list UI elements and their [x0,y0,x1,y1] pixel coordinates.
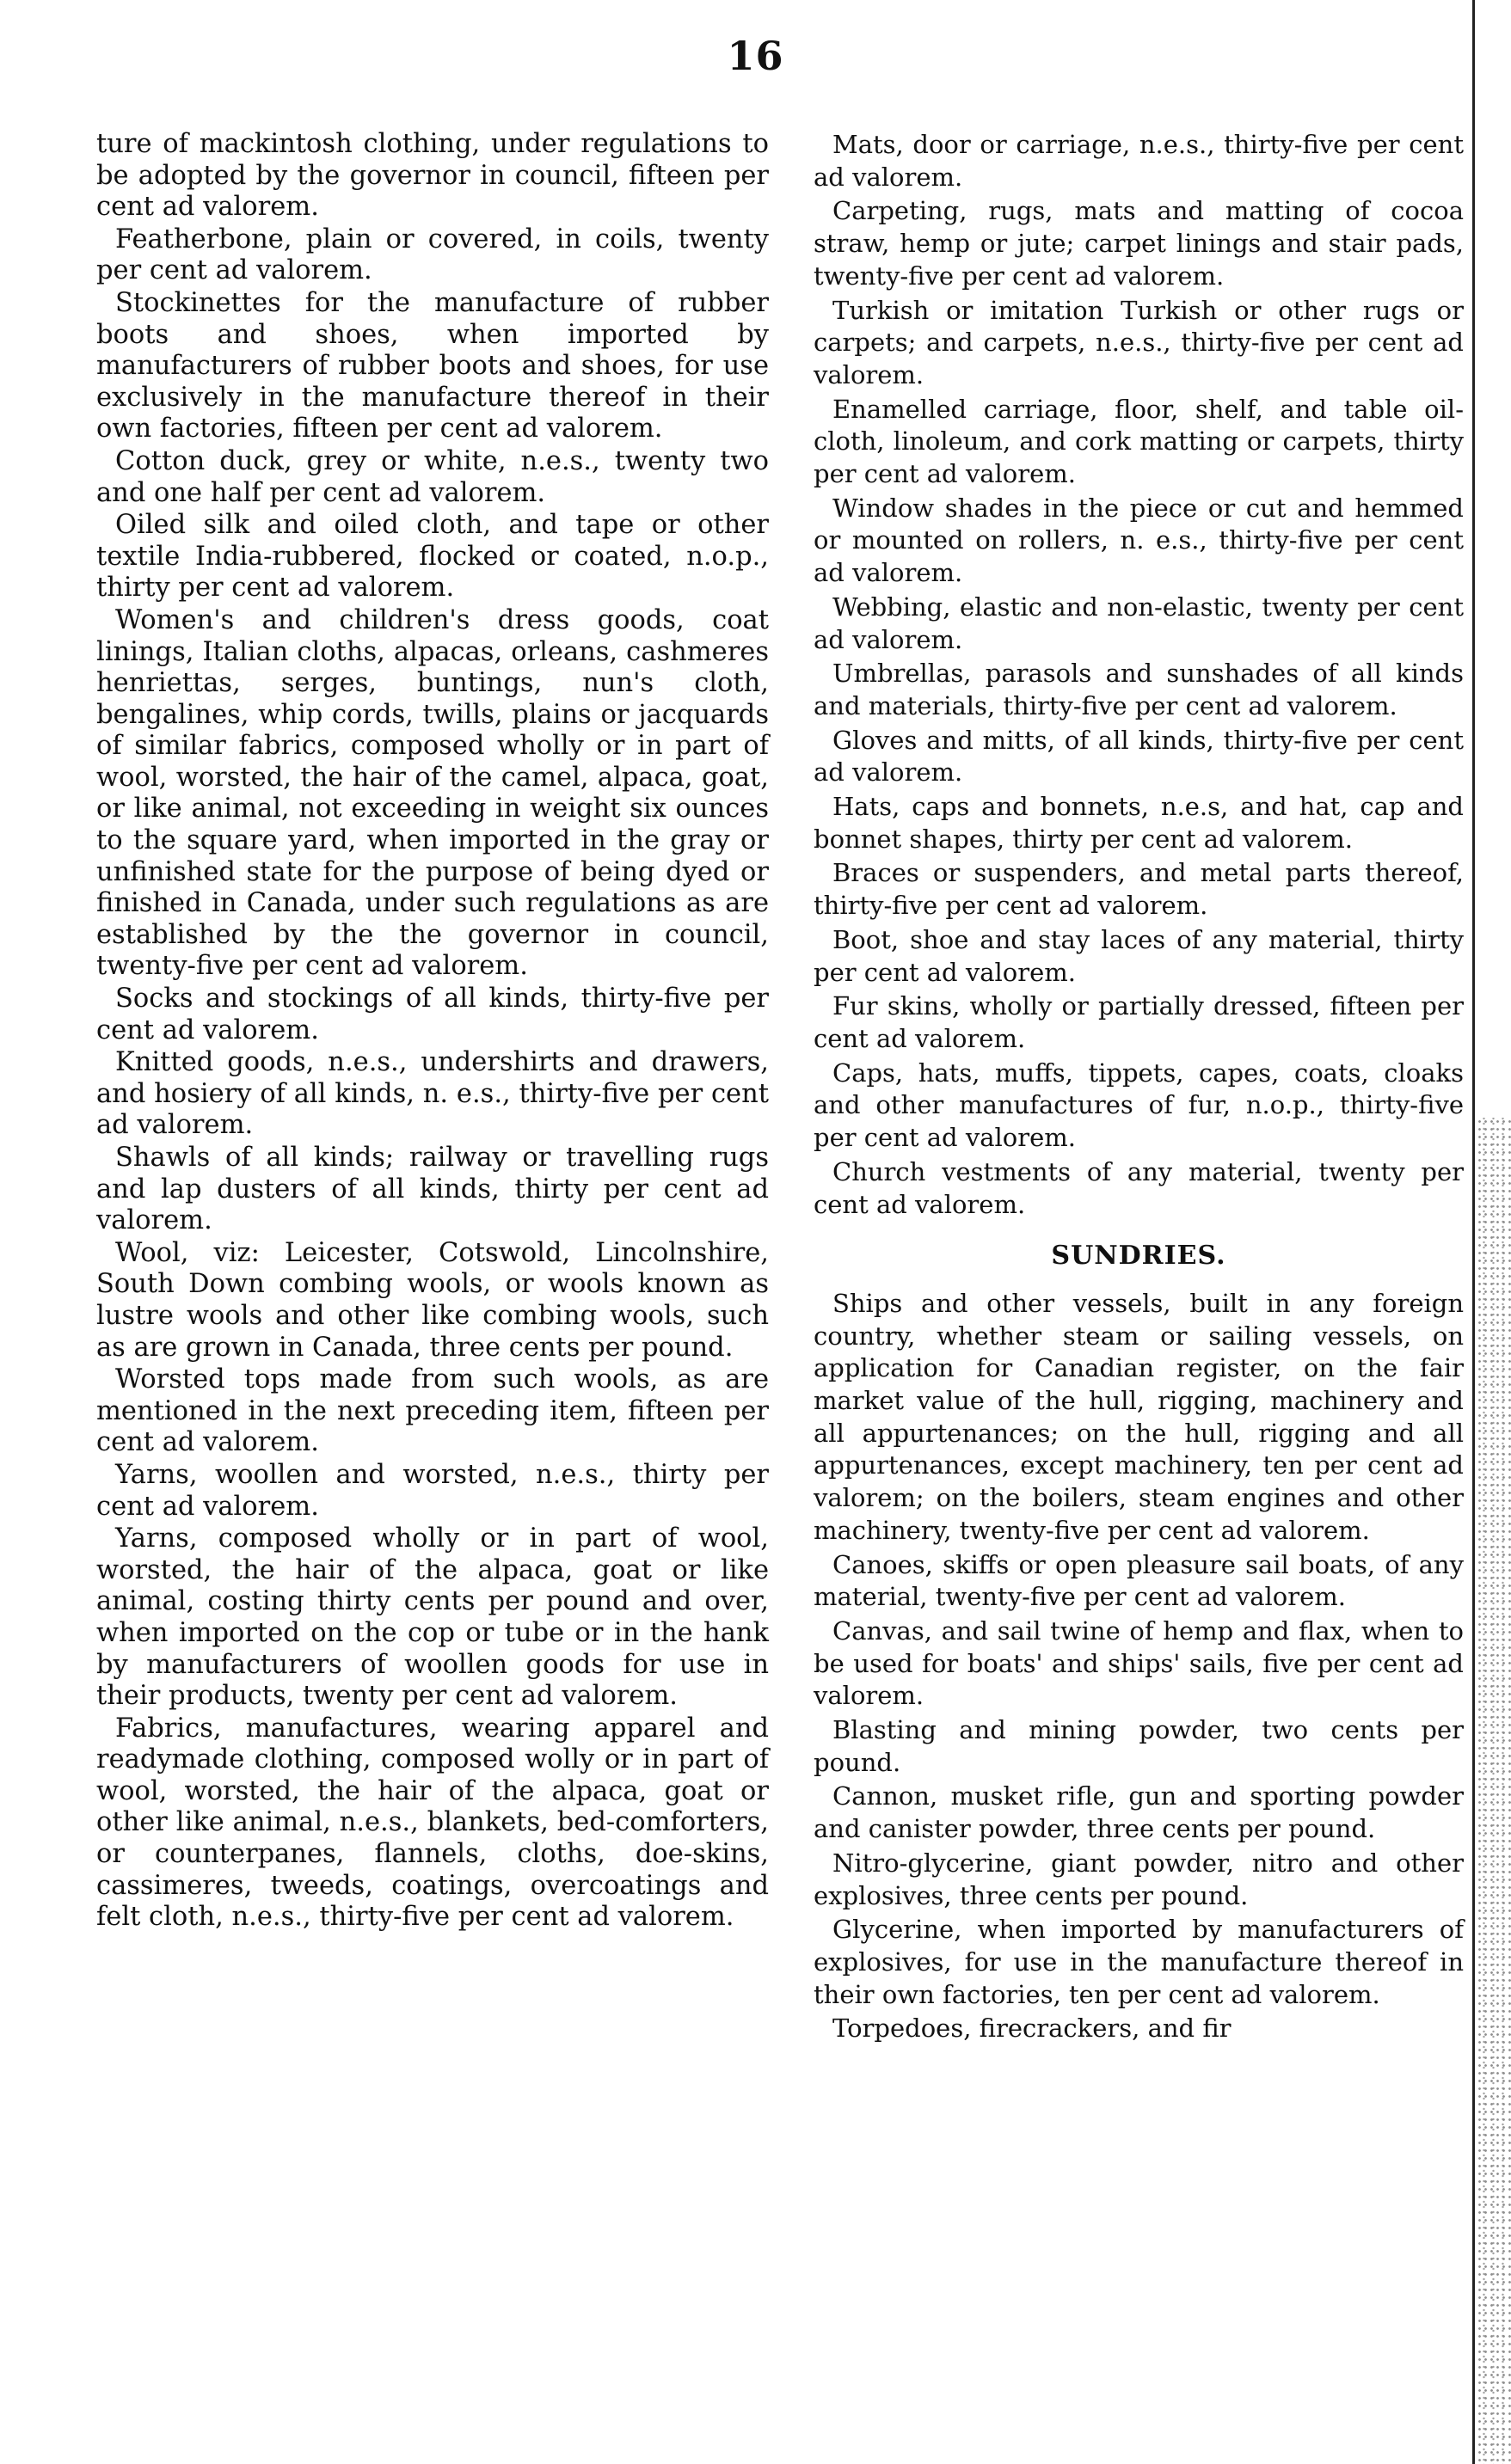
tariff-item: Enamelled carriage, floor, shelf, and table oil-cloth, linoleum, and cork matting or carpets, thirty per cent ad valorem. [814,394,1464,489]
tariff-item: Shawls of all kinds; railway or travelling rugs and lap dusters of all kinds, thirty per cent ad valorem. [96,1143,769,1236]
column-rule [1472,0,1475,2464]
tariff-item: Featherbone, plain or covered, in coils, twenty per cent ad valorem. [96,224,769,286]
tariff-item: Umbrellas, parasols and sunshades of all kinds and materials, thirty-five per cent ad valorem. [814,659,1464,720]
tariff-item: Nitro-glycerine, giant powder, nitro and other explosives, three cents per pound. [814,1848,1464,1910]
tariff-item: Webbing, elastic and non-elastic, twenty per cent ad valorem. [814,591,1464,654]
tariff-item: Fabrics, manufactures, wearing apparel and readymade clothing, composed wolly or in part of wool, worsted, the hair of the alpaca, goat or other like animal, n.e.s., blankets, bed-comforters, or counterpanes, flannels, cloths, doe-skins, cassimeres, tweeds, coatings, overcoatings and felt cloth, n.e.s., thirty-five per cent ad valorem. [96,1713,769,1933]
tariff-item: Carpeting, rugs, mats and matting of cocoa straw, hemp or jute; carpet linings and stair pads, twenty-five per cent ad valorem. [814,196,1464,291]
tariff-item: ture of mackintosh clothing, under regulations to be adopted by the governor in council, fifteen per cent ad valorem. [96,129,769,223]
tariff-item: Cotton duck, grey or white, n.e.s., twenty two and one half per cent ad valorem. [96,445,769,508]
tariff-item: Hats, caps and bonnets, n.e.s, and hat, cap and bonnet shapes, thirty per cent ad valorem. [814,792,1464,854]
page-number: 16 [727,33,784,79]
tariff-item: Canoes, skiffs or open pleasure sail boats, of any material, twenty-five per cent ad valorem. [814,1549,1464,1612]
right-column [814,129,1464,2045]
tariff-item: Cannon, musket rifle, gun and sporting powder and canister powder, three cents per pound. [814,1781,1464,1844]
tariff-item: Stockinettes for the manufacture of rubber boots and shoes, when imported by manufacturers of rubber boots and shoes, for use exclusively in the manufacture thereof in their own factories, fifteen per cent ad valorem. [96,287,769,444]
tariff-item: Worsted tops made from such wools, as are mentioned in the next preceding item, fifteen per cent ad valorem. [96,1364,769,1458]
tariff-item: Canvas, and sail twine of hemp and flax, when to be used for boats' and ships' sails, five per cent ad valorem. [814,1615,1464,1711]
tariff-item: Knitted goods, n.e.s., undershirts and drawers, and hosiery of all kinds, n. e.s., thirty-five per cent ad valorem. [96,1047,769,1141]
tariff-item: Braces or suspenders, and metal parts thereof, thirty-five per cent ad valorem. [814,858,1464,921]
tariff-item: Blasting and mining powder, two cents per pound. [814,1715,1464,1777]
tariff-item: Oiled silk and oiled cloth, and tape or other textile India-rubbered, flocked or coated, n.o.p., thirty per cent ad valorem. [96,510,769,604]
tariff-item: Socks and stockings of all kinds, thirty-five per cent ad valorem. [96,984,769,1045]
tariff-item: Yarns, composed wholly or in part of wool, worsted, the hair of the alpaca, goat or like animal, costing thirty cents per pound and over, when imported on the cop or tube or in the hank by manufacturers of woollen goods for use in their products, twenty per cent ad valorem. [96,1523,769,1712]
tariff-item: Window shades in the piece or cut and hemmed or mounted on rollers, n. e.s., thirty-five per cent ad valorem. [814,493,1464,588]
tariff-item: Wool, viz: Leicester, Cotswold, Lincolnshire, South Down combing wools, or wools known as lustre wools and other like combing wools, such as are grown in Canada, three cents per pound. [96,1237,769,1363]
sundries-heading: SUNDRIES. [1051,1241,1226,1272]
tariff-item: Boot, shoe and stay laces of any material, thirty per cent ad valorem. [814,924,1464,987]
tariff-item: Torpedoes, firecrackers, and fir [832,2013,1232,2044]
tariff-item: Yarns, woollen and worsted, n.e.s., thirty per cent ad valorem. [96,1459,769,1522]
tariff-item: Fur skins, wholly or partially dressed, fifteen per cent ad valorem. [814,991,1464,1053]
tariff-item: Gloves and mitts, of all kinds, thirty-five per cent ad valorem. [814,725,1464,788]
print-noise [1477,1118,1511,2464]
tariff-item: Mats, door or carriage, n.e.s., thirty-five per cent ad valorem. [814,130,1464,192]
tariff-item: Church vestments of any material, twenty per cent ad valorem. [814,1156,1464,1219]
tariff-item: Women's and children's dress goods, coat linings, Italian cloths, alpacas, orleans, cashmeres henriettas, serges, buntings, nun's cloth, bengalines, whip cords, twills, plains or jacquards of similar fabrics, composed wholly or in part of wool, worsted, the hair of the camel, alpaca, goat, or like animal, not exceeding in weight six ounces to the square yard, when imported in the gray or unfinished state for the purpose of being dyed or finished in Canada, under such regulations as are established by the the governor in council, twenty-five per cent ad valorem. [96,604,769,982]
tariff-item: Caps, hats, muffs, tippets, capes, coats, cloaks and other manufactures of fur, n.o.p., thirty-five per cent ad valorem. [814,1057,1464,1153]
tariff-item: Ships and other vessels, built in any foreign country, whether steam or sailing vessels, on application for Canadian register, on the fair market value of the hull, rigging, machinery and all appurtenances; on the hull, rigging and all appurtenances, except machinery, ten per cent ad valorem; on the boilers, steam engines and other machinery, twenty-five per cent ad valorem. [814,1288,1464,1545]
tariff-item: Turkish or imitation Turkish or other rugs or carpets; and carpets, n.e.s., thirty-five per cent ad valorem. [814,295,1464,389]
tariff-item: Glycerine, when imported by manufacturers of explosives, for use in the manufacture thereof in their own factories, ten per cent ad valorem. [814,1915,1464,2009]
adjacent-column-edge [1472,0,1511,2464]
left-column [96,129,769,1934]
